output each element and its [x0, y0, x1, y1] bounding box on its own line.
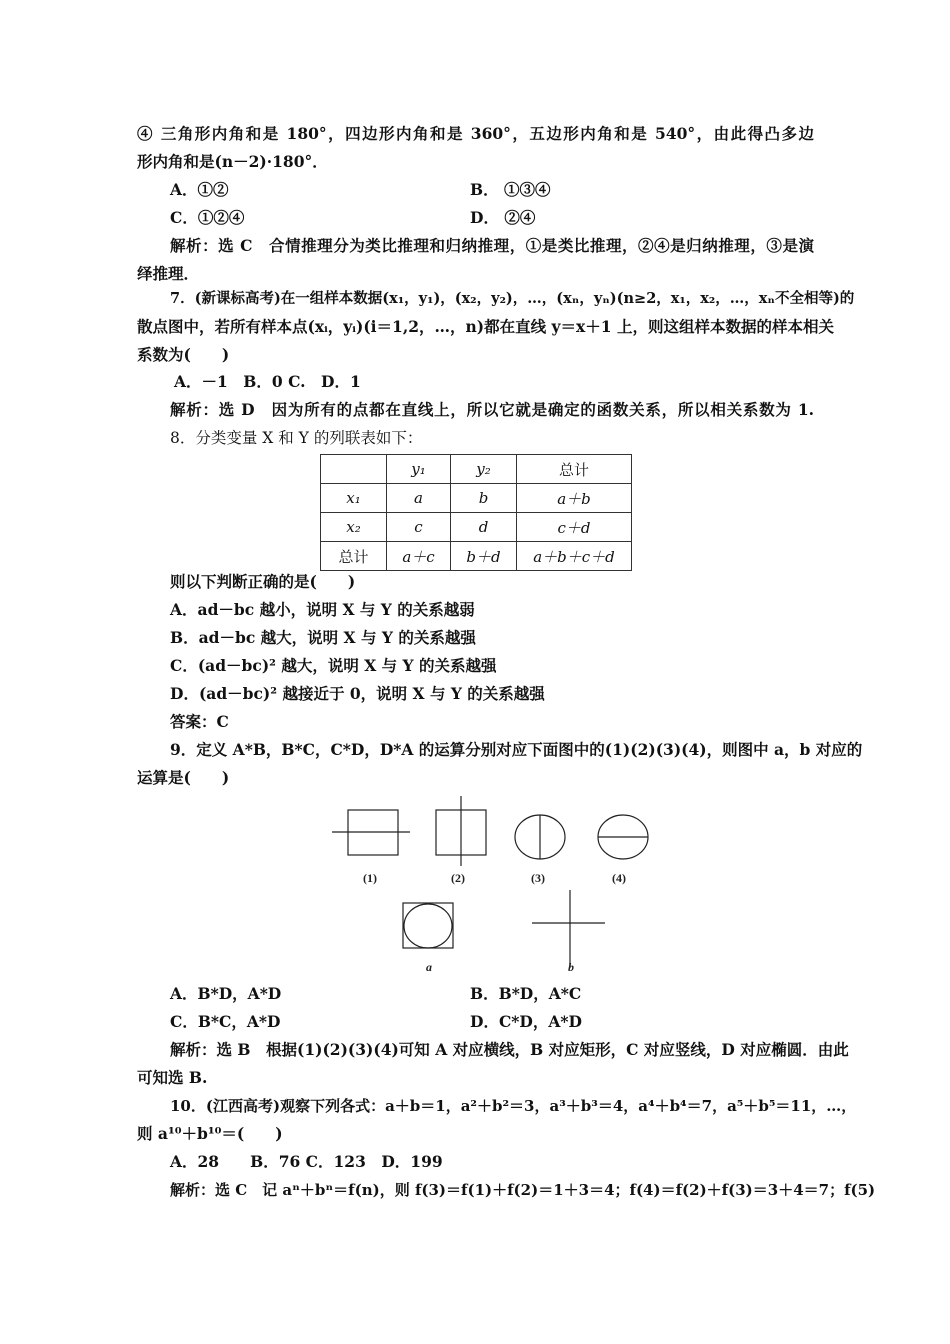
q6-option-c: C．①②④	[170, 208, 245, 227]
q9-option-c: C．B*C，A*D	[170, 1012, 281, 1031]
table-cell: 总计	[517, 455, 632, 484]
q6-analysis-line1: 解析：选 C 合情推理分为类比推理和归纳推理，①是类比推理，②④是归纳推理，③是演	[170, 236, 814, 255]
table-cell: a＋b	[517, 484, 632, 513]
figure-a	[403, 903, 453, 948]
figure-2	[436, 796, 486, 866]
figure-label-3: (3)	[531, 871, 545, 885]
figure-label-2: (2)	[451, 871, 465, 885]
q6-option-b: B． ①③④	[470, 180, 551, 199]
q6-analysis-line2: 绎推理．	[137, 264, 200, 283]
q10-options: A．28 B．76 C．123 D．199	[170, 1152, 443, 1171]
q7-stem-line3: 系数为( )	[137, 345, 230, 364]
table-cell: a＋b＋c＋d	[517, 542, 632, 571]
q6-option-d: D． ②④	[470, 208, 536, 227]
table-cell: c	[387, 513, 451, 542]
table-cell: 总计	[321, 542, 387, 571]
figure-b	[532, 890, 605, 968]
table-cell: b＋d	[451, 542, 517, 571]
table-cell: c＋d	[517, 513, 632, 542]
q6-stem-line1: ④ 三角形内角和是 180°，四边形内角和是 360°，五边形内角和是 540°，由此得凸多边	[137, 124, 814, 143]
q9-option-a: A．B*D，A*D	[170, 984, 282, 1003]
table-cell: a＋c	[387, 542, 451, 571]
q10-analysis-line1: 解析：选 C 记 aⁿ＋bⁿ＝f(n)，则 f(3)＝f(1)＋f(2)＝1＋3＝4；f(4)＝f(2)＋f(3)＝3＋4＝7；f(5)	[170, 1181, 876, 1199]
q8-stem: 8．分类变量 X 和 Y 的列联表如下：	[170, 429, 423, 447]
figure-label-b: b	[568, 960, 574, 974]
table-cell: b	[451, 484, 517, 513]
q6-option-a: A．①②	[170, 180, 229, 199]
figure-label-4: (4)	[612, 871, 626, 885]
q8-option-b: B．ad－bc 越大，说明 X 与 Y 的关系越强	[170, 628, 476, 647]
q10-stem-line2: 则 a¹⁰＋b¹⁰＝( )	[137, 1124, 283, 1143]
q7-stem-line1: 7．(新课标高考)在一组样本数据(x₁，y₁)，(x₂，y₂)，…，(xₙ，yₙ)(n≥2，x₁，x₂，…，xₙ不全相等)的	[170, 290, 855, 307]
figure-label-a: a	[426, 960, 432, 974]
q8-option-d: D．(ad－bc)² 越接近于 0，说明 X 与 Y 的关系越强	[170, 684, 545, 703]
q9-stem-line2: 运算是( )	[137, 768, 230, 787]
q8-option-a: A．ad－bc 越小，说明 X 与 Y 的关系越弱	[170, 600, 475, 619]
q7-stem-line2: 散点图中，若所有样本点(xᵢ，yᵢ)(i＝1,2，…，n)都在直线 y＝x＋1 上，则这组样本数据的样本相关	[137, 317, 834, 336]
figure-1	[332, 810, 410, 855]
q7-options: A．－1 B．0 C. D．1	[174, 372, 361, 391]
q9-analysis-line2: 可知选 B.	[137, 1068, 208, 1087]
contingency-table	[320, 454, 632, 571]
table-row	[321, 455, 632, 484]
table-cell: y₁	[387, 455, 451, 484]
table-cell: a	[387, 484, 451, 513]
figure-3	[515, 815, 565, 859]
q9-option-b: B．B*D，A*C	[470, 984, 582, 1003]
table-row	[321, 542, 632, 571]
operation-figure	[320, 790, 660, 980]
figure-label-1: (1)	[363, 871, 377, 885]
figure-4	[598, 815, 648, 859]
q10-stem-line1: 10．(江西高考)观察下列各式：a＋b＝1，a²＋b²＝3，a³＋b³＝4，a⁴＋b⁴＝7，a⁵＋b⁵＝11，…，	[170, 1097, 857, 1115]
table-cell: d	[451, 513, 517, 542]
table-cell	[321, 455, 387, 484]
table-row	[321, 513, 632, 542]
table-cell: x₂	[321, 513, 387, 542]
q9-option-d: D．C*D，A*D	[470, 1012, 582, 1031]
q7-analysis: 解析：选 D 因为所有的点都在直线上，所以它就是确定的函数关系，所以相关系数为 1.	[170, 400, 814, 419]
q9-analysis-line1: 解析：选 B 根据(1)(2)(3)(4)可知 A 对应横线，B 对应矩形，C 对应竖线，D 对应椭圆．由此	[170, 1040, 849, 1059]
q6-stem-line2: 形内角和是(n－2)·180°．	[137, 152, 328, 171]
table-cell: y₂	[451, 455, 517, 484]
q8-question: 则以下判断正确的是( )	[170, 572, 356, 591]
table-row	[321, 484, 632, 513]
q8-option-c: C．(ad－bc)² 越大，说明 X 与 Y 的关系越强	[170, 656, 497, 675]
q8-answer: 答案：C	[170, 712, 229, 731]
q9-stem-line1: 9．定义 A*B，B*C，C*D，D*A 的运算分别对应下面图中的(1)(2)(3)(4)，则图中 a，b 对应的	[170, 740, 863, 759]
table-cell: x₁	[321, 484, 387, 513]
